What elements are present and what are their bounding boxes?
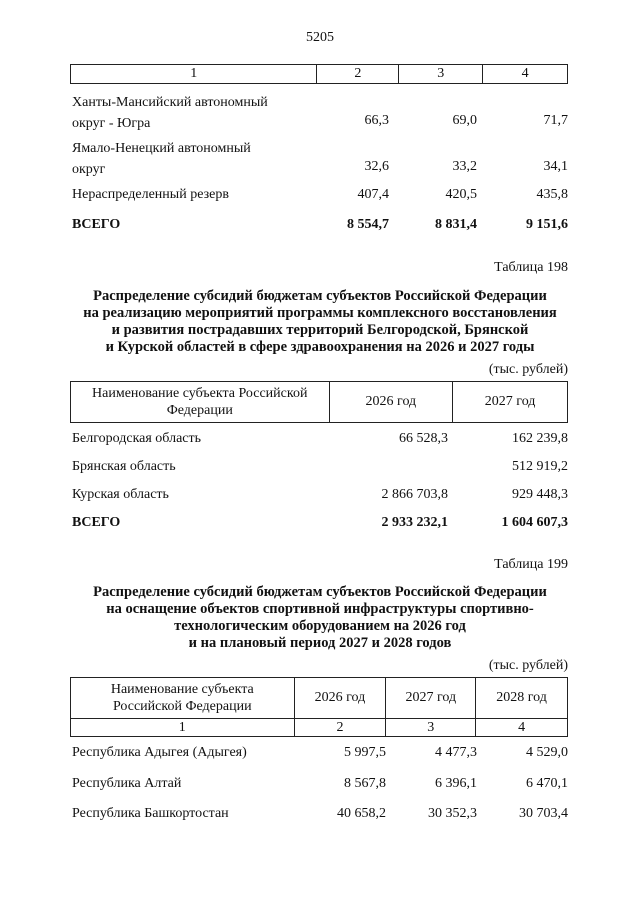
value-cell: 162 239,8	[512, 431, 568, 446]
value-cell: 40 658,2	[337, 806, 386, 821]
value-cell: 34,1	[543, 159, 568, 174]
col-number-2: 2	[294, 719, 386, 737]
column-header-2026: 2026 год	[329, 382, 453, 423]
total-value: 1 604 607,3	[501, 515, 568, 530]
row-name: Республика Алтай	[72, 776, 182, 791]
row-name: Республика Башкортостан	[72, 806, 229, 821]
units-label: (тыс. рублей)	[488, 362, 568, 377]
total-value: 2 933 232,1	[381, 515, 448, 530]
value-cell: 435,8	[536, 187, 568, 202]
value-cell: 32,6	[364, 159, 389, 174]
col-number-3: 3	[399, 65, 483, 84]
row-name: Республика Адыгея (Адыгея)	[72, 745, 247, 760]
value-cell: 8 567,8	[344, 776, 386, 791]
row-name: Белгородская область	[72, 431, 202, 446]
table-number-row	[71, 719, 568, 737]
table-title: Распределение субсидий бюджетам субъектов Российской Федерации на оснащение объектов спортивной инфраструктуры спортивно- технологическим оборудованием на 2026 год и на плановый период 2027 и 2028 годов	[93, 584, 547, 651]
units-label: (тыс. рублей)	[488, 658, 568, 673]
row-name: Нераспределенный резерв	[72, 187, 229, 202]
value-cell: 4 529,0	[526, 745, 568, 760]
table-title: Распределение субсидий бюджетам субъектов Российской Федерации на реализацию мероприятий программы комплексного восстановления и развития пострадавших территорий Белгородской, Брянской и Курской областей в сфере здравоохранения на 2026 и 2027 годы	[83, 288, 557, 355]
row-name: Брянская область	[72, 459, 176, 474]
col-number-3: 3	[386, 719, 476, 737]
column-header-2028: 2028 год	[476, 678, 568, 719]
row-name: Курская область	[72, 487, 169, 502]
table-199-header	[70, 677, 568, 737]
table-header-row	[71, 65, 568, 84]
table-continuation	[70, 64, 568, 84]
column-header-name: Наименование субъекта Российской Федерации	[71, 678, 295, 719]
value-cell: 6 470,1	[526, 776, 568, 791]
value-cell: 2 866 703,8	[381, 487, 448, 502]
row-name: Ямало-Ненецкий автономный округ	[72, 141, 251, 177]
value-cell: 69,0	[452, 113, 477, 128]
col-number-1: 1	[71, 65, 317, 84]
value-cell: 6 396,1	[435, 776, 477, 791]
col-number-4: 4	[483, 65, 568, 84]
value-cell: 66,3	[364, 113, 389, 128]
column-header-2027: 2027 год	[453, 382, 568, 423]
total-value: 9 151,6	[526, 217, 568, 232]
value-cell: 5 997,5	[344, 745, 386, 760]
column-header-2027: 2027 год	[386, 678, 476, 719]
col-number-2: 2	[317, 65, 399, 84]
value-cell: 66 528,3	[399, 431, 448, 446]
col-number-4: 4	[476, 719, 568, 737]
total-label: ВСЕГО	[72, 217, 121, 232]
total-label: ВСЕГО	[72, 515, 121, 530]
column-header-2026: 2026 год	[294, 678, 386, 719]
value-cell: 30 703,4	[519, 806, 568, 821]
table-label: Таблица 198	[494, 260, 568, 275]
total-value: 8 831,4	[435, 217, 477, 232]
row-name: Ханты-Мансийский автономный округ - Югра	[72, 95, 268, 131]
value-cell: 30 352,3	[428, 806, 477, 821]
value-cell: 33,2	[452, 159, 477, 174]
table-label: Таблица 199	[494, 557, 568, 572]
col-number-1: 1	[71, 719, 295, 737]
column-header-name: Наименование субъекта Российской Федерации	[71, 382, 330, 423]
value-cell: 71,7	[543, 113, 568, 128]
value-cell: 420,5	[445, 187, 477, 202]
value-cell: 4 477,3	[435, 745, 477, 760]
table-198-header	[70, 381, 568, 423]
total-value: 8 554,7	[347, 217, 389, 232]
value-cell: 407,4	[357, 187, 389, 202]
value-cell: 929 448,3	[512, 487, 568, 502]
value-cell: 512 919,2	[512, 459, 568, 474]
page-number: 5205	[306, 30, 334, 45]
